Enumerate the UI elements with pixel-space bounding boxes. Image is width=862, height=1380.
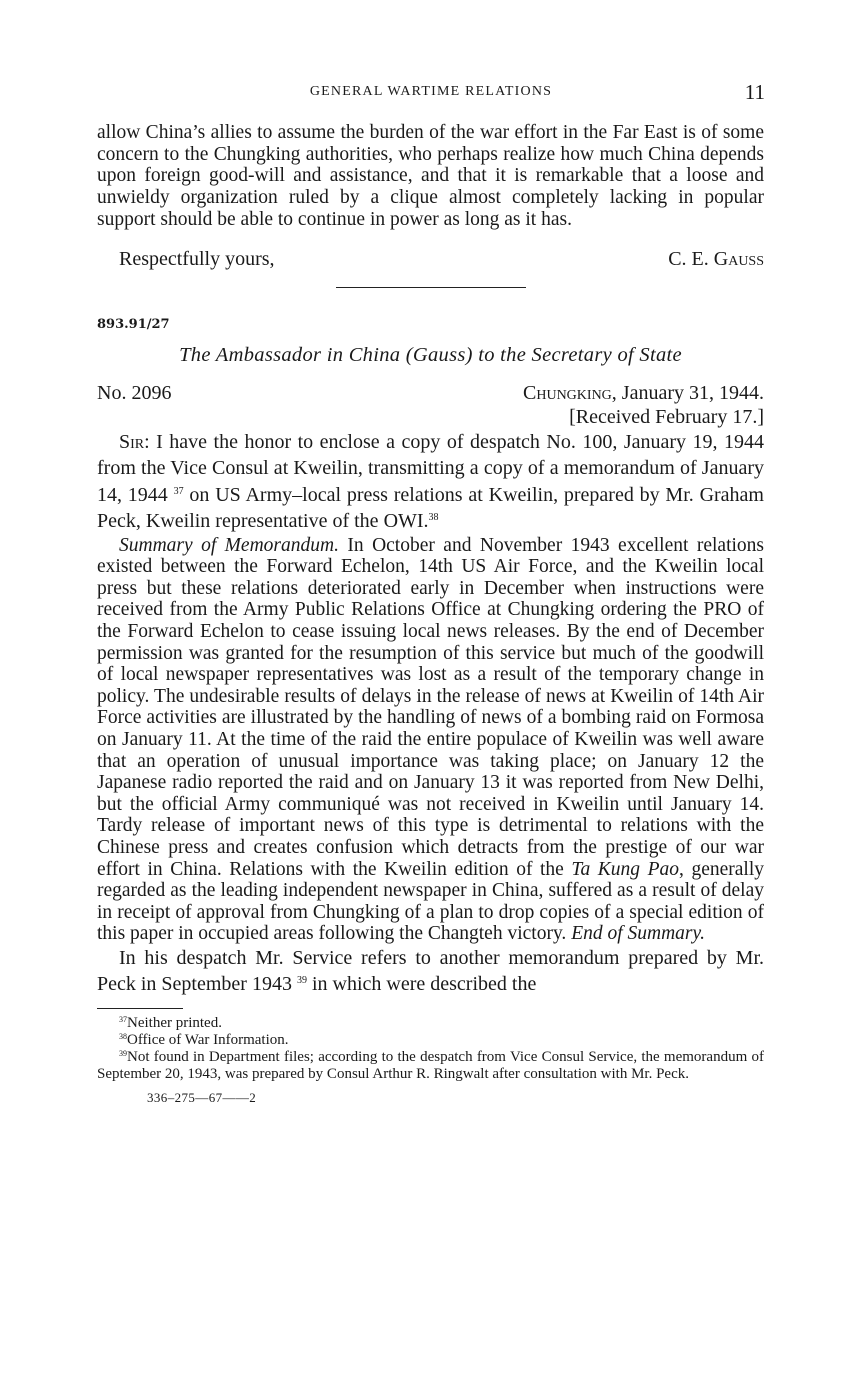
footnote-ref-37: 37	[173, 485, 184, 497]
footnote	[97, 1032, 764, 1049]
footnote-text: Not found in Department files; according to the despatch from Vice Consul Service, the memorandum of September 20, 1943, was prepared by Consul Arthur R. Ringwalt after consultation with Mr. Peck.	[97, 1048, 764, 1082]
footnote-marker: 38	[119, 1031, 127, 1041]
letter-text-part1: : I have the honor to enclose a copy of despatch No. 100, January 19, 1944 from the Vice Consul at Kweilin, transmitting a copy of a memorandum of January 14, 1944	[97, 430, 764, 506]
letter-text-part2: on US Army–local press relations at Kweilin, prepared by Mr. Graham Peck, Kweilin representative of the OWI.	[97, 483, 764, 533]
heading-name: Gauss	[412, 344, 466, 367]
summary-text-part2: , generally regarded as the leading independent newspaper in China, suffered as a result of delay in receipt of approval from Chungking of a plan to drop copies of a special edition of this paper in occupied areas following the Changteh victory.	[97, 858, 764, 945]
closing-text-part2: in which were described the	[306, 973, 537, 996]
footnote-marker: 39	[119, 1048, 127, 1058]
section-divider	[336, 287, 526, 288]
signature-name: C. E. Gauss	[668, 247, 764, 270]
received-date: [Received February 17.]	[569, 405, 764, 428]
footnote-divider	[97, 1008, 183, 1009]
footnote-ref-38: 38	[428, 512, 439, 524]
running-title: GENERAL WARTIME RELATIONS	[309, 84, 553, 99]
letter-paragraph	[97, 429, 764, 535]
footnote-text: Office of War Information.	[127, 1031, 289, 1048]
summary-end-label: End of Summary.	[571, 923, 705, 945]
print-code: 336–275—67——2	[147, 1089, 257, 1105]
footnote-marker: 37	[119, 1014, 127, 1024]
closing-paragraph	[97, 945, 764, 998]
heading-text-part2: ) to the Secretary of State	[465, 344, 682, 367]
despatch-number: No. 2096	[97, 381, 172, 404]
closing-text-part1: In his despatch Mr. Service refers to another memorandum prepared by Mr. Peck in September 1943	[97, 946, 764, 996]
salutation: Sir	[119, 430, 145, 453]
footnote	[97, 1015, 764, 1032]
running-header	[97, 80, 765, 104]
page-body	[97, 122, 764, 1109]
despatch-date: , January 31, 1944.	[611, 381, 764, 404]
footnote	[97, 1049, 764, 1083]
signature-block	[97, 249, 764, 273]
page-number: 11	[744, 80, 765, 104]
despatch-dateline	[523, 383, 764, 405]
opening-paragraph: allow China’s allies to assume the burden of the war effort in the Far East is of some concern to the Chungking authorities, who perhaps realize how much China depends upon foreign good-will and assistance, and that it is remarkable that a loose and unwieldy organization ruled by a clique almost completely lacking in popular support should be able to continue in power as long as it has.	[97, 122, 764, 230]
footnote-ref-39: 39	[296, 975, 307, 987]
newspaper-name: Ta Kung Pao	[571, 858, 680, 880]
heading-text-part1: The Ambassador in China (	[179, 344, 413, 367]
document-heading	[97, 345, 764, 367]
footnotes	[97, 1015, 764, 1083]
file-number: 893.91/27	[97, 316, 170, 332]
footnote-text: Neither printed.	[127, 1014, 222, 1031]
summary-label: Summary of Memorandum.	[119, 534, 339, 556]
signature-closing: Respectfully yours,	[119, 247, 275, 270]
despatch-place: Chungking	[523, 381, 612, 404]
summary-paragraph	[97, 535, 764, 945]
despatch-line	[97, 383, 764, 409]
summary-text-part1: In October and November 1943 excellent relations existed between the Forward Echelon, 14th US Air Force, and the Kweilin local press but these relations deteriorated early in December when instructions were received from the Army Public Relations Office at Chungking ordering the PRO of the Forward Echelon to cease issuing local news releases. By the end of December permission was granted for the resumption of this service but much of the goodwill of local newspaper representatives was lost as a result of the temporary change in policy. The undesirable results of delays in the release of news at Kweilin of 14th Air Force activities are illustrated by the handling of news of a bombing raid on Formosa on January 11. At the time of the raid the entire populace of Kweilin was well aware that an operation of unusual importance was taking place; on January 12 the Japanese radio reported the raid and on January 13 it was reported from New Delhi, but the official Army communiqué was not received in Kweilin until January 14. Tardy release of important news of this type is detrimental to relations with the Chinese press and creates confusion which detracts from the prestige of our war effort in China. Relations with the Kweilin edition of the	[97, 534, 764, 880]
